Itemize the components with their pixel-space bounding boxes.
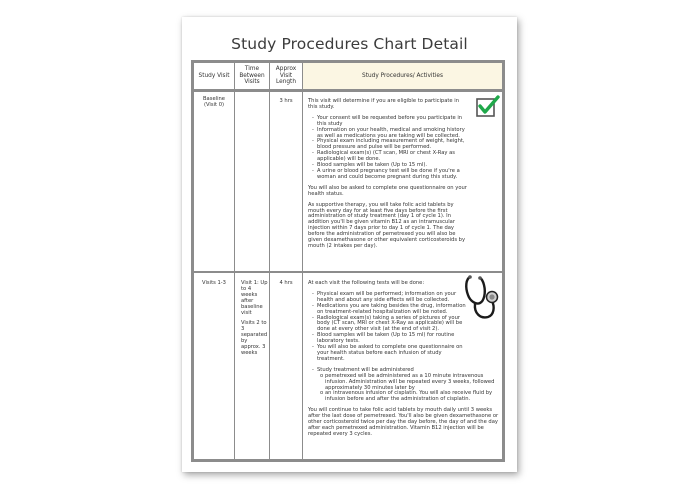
- treatment-heading: Study treatment will be administered: [317, 366, 414, 373]
- row-visits-time: [241, 281, 268, 362]
- checkbox-checked-icon: [476, 95, 500, 117]
- visits-final-text: You will continue to take folic acid tablets by mouth daily until 3 weeks after the last dose of pemetrexed. You'll also be given dexamethasone or other corticosteroid twice per day the day before, the day of and the day after each pemetrexed administration. Vitamin B12 injection will be repeated every 3 cycles.: [308, 407, 499, 437]
- list-item: - Radiological exam(s) (CT scan, MRI or chest X-Ray as applicable) will be done.: [317, 151, 470, 163]
- header-procedures: Study Procedures/ Activities: [303, 63, 502, 89]
- visits-intro: At each visit the following tests will be done:: [308, 280, 425, 286]
- document-title: Study Procedures Chart Detail: [231, 35, 468, 53]
- column-divider: [302, 63, 303, 459]
- procedures-table: [191, 60, 505, 462]
- list-item: - Information on your health, medical and smoking history as well as medications you are taking will be collected.: [317, 128, 470, 140]
- visits-time-second: Visits 2 to 3 separated by approx. 3 weeks: [241, 320, 268, 356]
- list-item: o pemetrexed will be administered as a 10 minute intravenous infusion. Administration will be repeated every 3 weeks, followed approximately 30 minutes later by: [325, 374, 500, 392]
- visits-time-first: Visit 1: Up to 4 weeks after baseline visit: [241, 280, 268, 316]
- row-baseline-procedures: [308, 99, 470, 255]
- row-baseline-length: 3 hrs: [279, 98, 293, 104]
- list-item: [317, 368, 500, 403]
- row-baseline-visit: Baseline (Visit 0): [203, 96, 225, 108]
- row-divider: [194, 271, 502, 273]
- treatment-sub-list: [317, 374, 500, 404]
- list-item: - Blood samples will be taken (Up to 15 ml).: [317, 163, 470, 169]
- list-item: o an intravenous infusion of cisplatin. You will also receive fluid by infusion before and after the administration of cisplatin.: [325, 391, 500, 403]
- list-item: - Physical exam including measurement of weight, height, blood pressure and pulse will be performed.: [317, 139, 470, 151]
- treatment-list: [308, 368, 500, 403]
- baseline-bullet-list: [308, 116, 470, 181]
- list-item: - Medications you are taking besides the drug, information on treatment-related hospitalization will be noted.: [317, 304, 467, 316]
- list-item: - Radiological exam(s) taking a series of pictures of your body (CT scan, MRI or chest X-Ray as applicable) will be done at every other visit (at the end of visit 2).: [317, 316, 467, 334]
- table-header: [194, 63, 502, 92]
- column-divider: [269, 63, 270, 459]
- header-approx-length: Approx Visit Length: [275, 66, 297, 86]
- baseline-supportive-therapy-text: As supportive therapy, you will take folic acid tablets by mouth every day for at least five days before the first administration of study treatment (day 1 of cycle 1). In addition you'll be given vitamin B12 as an intramuscular injection within 7 days prior to day 1 of cycle 1. The day before the administration of pemetrexed you will also be given dexamethasone or other equivalent corticosteroids by mouth (2 intakes per day).: [308, 201, 466, 249]
- document-page: [182, 17, 517, 472]
- column-divider: [234, 63, 235, 459]
- row-visits-visit: Visits 1-3: [202, 280, 226, 286]
- baseline-questionnaire-text: You will also be asked to complete one questionnaire on your health status.: [308, 184, 467, 197]
- visits-bullet-list: [308, 292, 467, 363]
- list-item: - Your consent will be requested before you participate in this study: [317, 116, 470, 128]
- header-time-between: Time Between Visits: [239, 66, 265, 86]
- list-item: - Blood samples will be taken (Up to 15 ml) for routine laboratory tests.: [317, 333, 467, 345]
- stethoscope-icon: [462, 273, 504, 323]
- list-item: - Physical exam will be performed; information on your health and about any side effects will be collected.: [317, 292, 467, 304]
- baseline-intro: This visit will determine if you are eligible to participate in this study.: [308, 98, 459, 110]
- header-study-visit: Study Visit: [198, 72, 230, 79]
- list-item: - A urine or blood pregnancy test will be done if you're a woman and could become pregnant during this study.: [317, 169, 470, 181]
- row-visits-length: 4 hrs: [279, 280, 293, 286]
- list-item: - You will also be asked to complete one questionnaire on your health status before each infusion of study treatment.: [317, 345, 467, 363]
